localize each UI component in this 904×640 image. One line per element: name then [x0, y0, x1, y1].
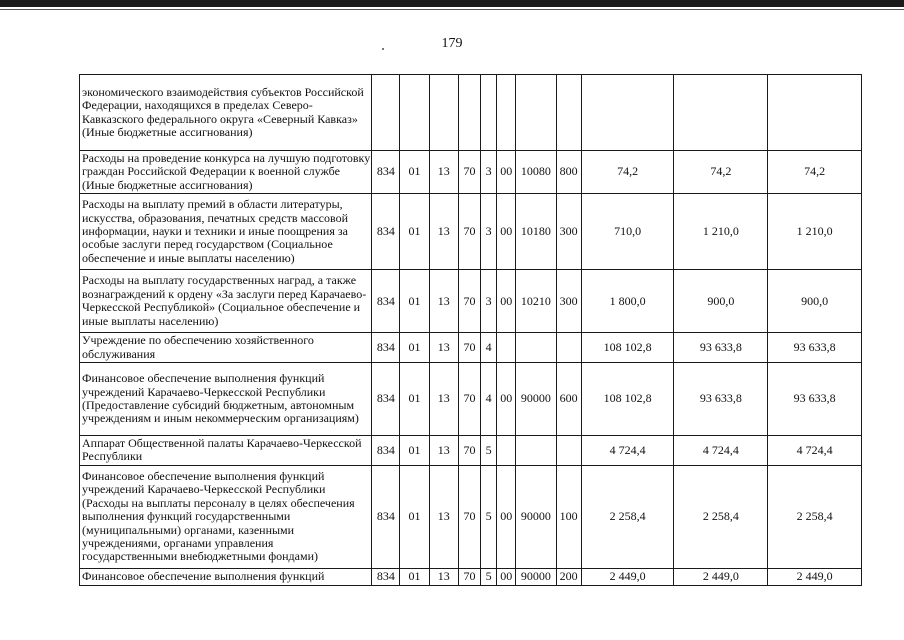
cell-amount-year-3: 2 449,0	[768, 568, 862, 585]
cell-program-code	[458, 75, 480, 151]
cell-expense-type	[556, 333, 581, 363]
cell-grbs: 834	[372, 363, 400, 436]
cell-direction-code: 00	[497, 568, 516, 585]
cell-direction-code	[497, 75, 516, 151]
row-description: экономического взаимодействия субъектов Российской Федерации, находящихся в пределах Северо-Кавказского федерального округа «Северный Кавказ» (Иные бюджетные ассигнования)	[80, 75, 372, 151]
table-row	[80, 151, 862, 194]
cell-grbs: 834	[372, 568, 400, 585]
cell-amount-year-1	[581, 75, 674, 151]
cell-grbs: 834	[372, 270, 400, 333]
cell-podrazdel: 13	[429, 194, 458, 270]
cell-expense-code: 10210	[516, 270, 556, 333]
cell-grbs: 834	[372, 151, 400, 194]
cell-grbs: 834	[372, 333, 400, 363]
top-border-thin-rule	[0, 9, 904, 10]
cell-expense-code: 90000	[516, 465, 556, 568]
cell-subprogram-code: 3	[481, 270, 497, 333]
cell-expense-code	[516, 75, 556, 151]
cell-amount-year-1: 108 102,8	[581, 363, 674, 436]
cell-program-code: 70	[458, 333, 480, 363]
cell-amount-year-1: 74,2	[581, 151, 674, 194]
cell-direction-code: 00	[497, 151, 516, 194]
row-description: Финансовое обеспечение выполнения функций	[80, 568, 372, 585]
cell-expense-type: 100	[556, 465, 581, 568]
cell-expense-type: 300	[556, 270, 581, 333]
cell-podrazdel	[429, 75, 458, 151]
cell-podrazdel: 13	[429, 270, 458, 333]
table-row	[80, 465, 862, 568]
cell-razdel: 01	[400, 151, 429, 194]
cell-razdel: 01	[400, 363, 429, 436]
scan-speck	[382, 48, 384, 50]
cell-expense-code: 90000	[516, 568, 556, 585]
budget-table	[79, 74, 862, 586]
cell-grbs	[372, 75, 400, 151]
cell-amount-year-2: 900,0	[674, 270, 768, 333]
cell-amount-year-2: 93 633,8	[674, 333, 768, 363]
cell-amount-year-3: 4 724,4	[768, 436, 862, 466]
cell-amount-year-2: 4 724,4	[674, 436, 768, 466]
cell-amount-year-2	[674, 75, 768, 151]
table-row	[80, 194, 862, 270]
table-row	[80, 436, 862, 466]
cell-amount-year-1: 4 724,4	[581, 436, 674, 466]
table-row	[80, 568, 862, 585]
cell-razdel	[400, 75, 429, 151]
cell-grbs: 834	[372, 194, 400, 270]
cell-amount-year-1: 1 800,0	[581, 270, 674, 333]
row-description: Учреждение по обеспечению хозяйственного обслуживания	[80, 333, 372, 363]
cell-amount-year-2: 2 449,0	[674, 568, 768, 585]
row-description: Расходы на проведение конкурса на лучшую подготовку граждан Российской Федерации к военной службе (Иные бюджетные ассигнования)	[80, 151, 372, 194]
cell-direction-code: 00	[497, 465, 516, 568]
cell-amount-year-1: 2 449,0	[581, 568, 674, 585]
cell-amount-year-1: 2 258,4	[581, 465, 674, 568]
cell-subprogram-code	[481, 75, 497, 151]
cell-amount-year-3: 1 210,0	[768, 194, 862, 270]
cell-direction-code: 00	[497, 270, 516, 333]
cell-amount-year-2: 2 258,4	[674, 465, 768, 568]
cell-expense-type: 800	[556, 151, 581, 194]
cell-razdel: 01	[400, 568, 429, 585]
page-number: 179	[441, 36, 463, 51]
cell-subprogram-code: 4	[481, 363, 497, 436]
cell-expense-type: 600	[556, 363, 581, 436]
cell-subprogram-code: 5	[481, 465, 497, 568]
budget-table-body	[80, 75, 862, 586]
cell-expense-code: 10080	[516, 151, 556, 194]
cell-amount-year-3: 900,0	[768, 270, 862, 333]
cell-amount-year-2: 1 210,0	[674, 194, 768, 270]
cell-direction-code	[497, 436, 516, 466]
cell-program-code: 70	[458, 465, 480, 568]
cell-direction-code: 00	[497, 194, 516, 270]
cell-amount-year-3	[768, 75, 862, 151]
cell-razdel: 01	[400, 270, 429, 333]
cell-subprogram-code: 3	[481, 194, 497, 270]
row-description: Аппарат Общественной палаты Карачаево-Черкесской Республики	[80, 436, 372, 466]
cell-program-code: 70	[458, 270, 480, 333]
cell-direction-code	[497, 333, 516, 363]
cell-podrazdel: 13	[429, 465, 458, 568]
cell-grbs: 834	[372, 436, 400, 466]
cell-grbs: 834	[372, 465, 400, 568]
cell-podrazdel: 13	[429, 363, 458, 436]
cell-program-code: 70	[458, 194, 480, 270]
cell-razdel: 01	[400, 436, 429, 466]
table-row	[80, 270, 862, 333]
row-description: Финансовое обеспечение выполнения функций учреждений Карачаево-Черкесской Республики (Расходы на выплаты персоналу в целях обеспечения выполнения функций государственными (муниципальными) органами, казенными учреждениями, органами управления государственными внебюджетными фондами)	[80, 465, 372, 568]
cell-program-code: 70	[458, 568, 480, 585]
cell-subprogram-code: 5	[481, 568, 497, 585]
cell-subprogram-code: 3	[481, 151, 497, 194]
cell-razdel: 01	[400, 465, 429, 568]
cell-amount-year-1: 108 102,8	[581, 333, 674, 363]
top-border-rule	[0, 0, 904, 7]
cell-amount-year-3: 93 633,8	[768, 333, 862, 363]
cell-expense-code: 90000	[516, 363, 556, 436]
cell-podrazdel: 13	[429, 333, 458, 363]
cell-expense-type: 200	[556, 568, 581, 585]
cell-expense-type	[556, 75, 581, 151]
cell-program-code: 70	[458, 151, 480, 194]
cell-subprogram-code: 4	[481, 333, 497, 363]
cell-direction-code: 00	[497, 363, 516, 436]
cell-program-code: 70	[458, 363, 480, 436]
table-row	[80, 333, 862, 363]
cell-expense-code	[516, 333, 556, 363]
cell-amount-year-2: 93 633,8	[674, 363, 768, 436]
cell-subprogram-code: 5	[481, 436, 497, 466]
cell-amount-year-3: 93 633,8	[768, 363, 862, 436]
row-description: Расходы на выплату государственных наград, а также вознаграждений к ордену «За заслуги перед Карачаево-Черкесской Республикой» (Социальное обеспечение и иные выплаты населению)	[80, 270, 372, 333]
cell-podrazdel: 13	[429, 151, 458, 194]
cell-amount-year-3: 2 258,4	[768, 465, 862, 568]
cell-expense-type: 300	[556, 194, 581, 270]
row-description: Финансовое обеспечение выполнения функций учреждений Карачаево-Черкесской Республики (Предоставление субсидий бюджетным, автономным учреждениям и иным некоммерческим организациям)	[80, 363, 372, 436]
cell-expense-type	[556, 436, 581, 466]
cell-program-code: 70	[458, 436, 480, 466]
cell-amount-year-3: 74,2	[768, 151, 862, 194]
cell-amount-year-1: 710,0	[581, 194, 674, 270]
cell-razdel: 01	[400, 194, 429, 270]
cell-amount-year-2: 74,2	[674, 151, 768, 194]
row-description: Расходы на выплату премий в области литературы, искусства, образования, печатных средств массовой информации, науки и техники и иные поощрения за особые заслуги перед государством (Социальное обеспечение и иные выплаты населению)	[80, 194, 372, 270]
cell-expense-code	[516, 436, 556, 466]
table-row	[80, 75, 862, 151]
cell-expense-code: 10180	[516, 194, 556, 270]
cell-razdel: 01	[400, 333, 429, 363]
cell-podrazdel: 13	[429, 436, 458, 466]
table-row	[80, 363, 862, 436]
cell-podrazdel: 13	[429, 568, 458, 585]
